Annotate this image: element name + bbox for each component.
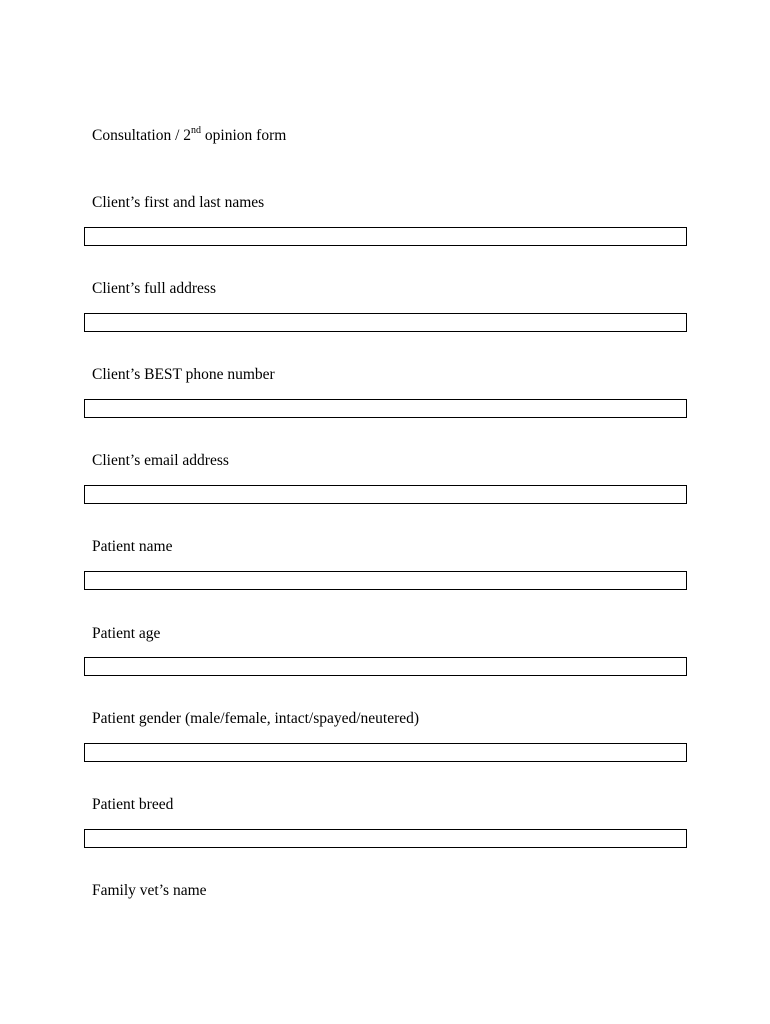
- client-email-field[interactable]: [84, 485, 687, 504]
- patient-gender-field[interactable]: [84, 743, 687, 762]
- client-phone-label: Client’s BEST phone number: [92, 366, 275, 383]
- client-name-label: Client’s first and last names: [92, 194, 265, 211]
- patient-breed-label: Patient breed: [92, 796, 174, 813]
- client-phone-field[interactable]: [84, 399, 687, 418]
- patient-name-field[interactable]: [84, 571, 687, 590]
- patient-gender-label: Patient gender (male/female, intact/spayed/neutered): [92, 710, 420, 727]
- client-email-label: Client’s email address: [92, 452, 229, 469]
- form-title-prefix: Consultation / 2: [92, 127, 192, 144]
- client-address-label: Client’s full address: [92, 280, 216, 297]
- family-vet-name-label: Family vet’s name: [92, 882, 207, 899]
- patient-age-field[interactable]: [84, 657, 687, 676]
- patient-breed-field[interactable]: [84, 829, 687, 848]
- patient-name-label: Patient name: [92, 538, 173, 555]
- form-title-suffix: opinion form: [201, 127, 287, 144]
- patient-age-label: Patient age: [92, 625, 161, 642]
- client-name-field[interactable]: [84, 227, 687, 246]
- form-title: [92, 126, 286, 146]
- client-address-field[interactable]: [84, 313, 687, 332]
- form-title-superscript: nd: [191, 124, 202, 136]
